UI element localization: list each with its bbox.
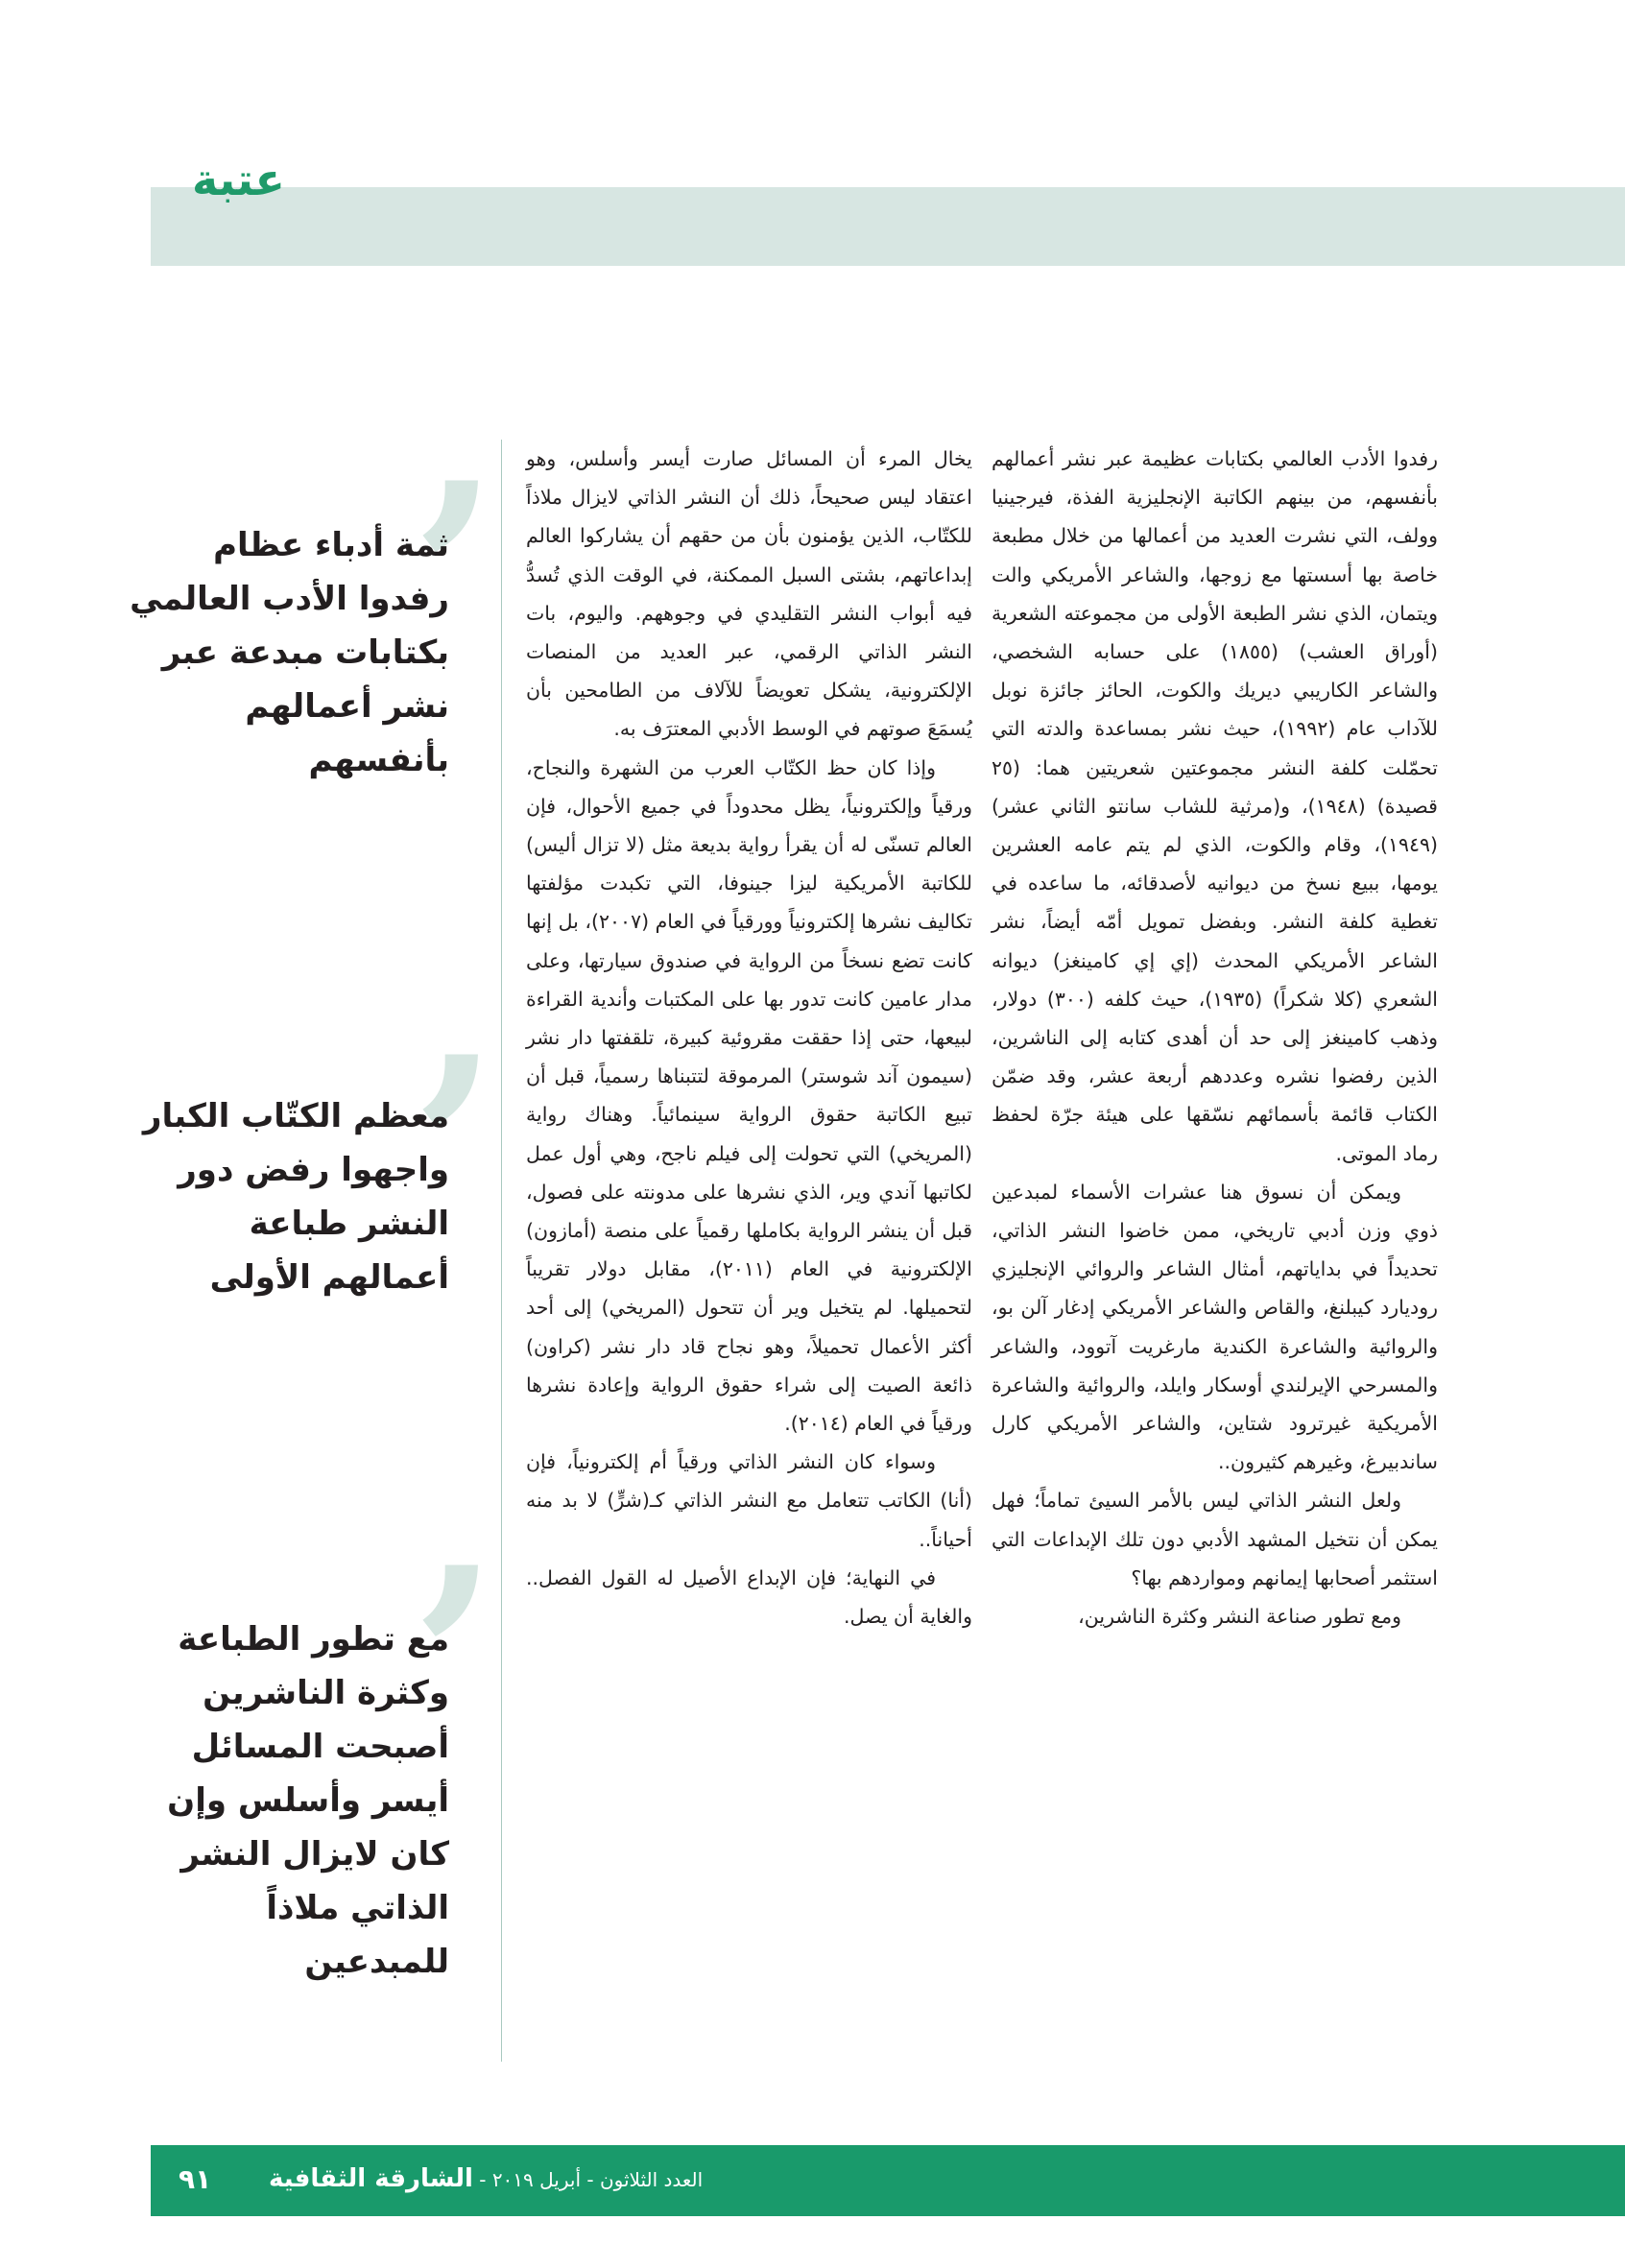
- paragraph: ولعل النشر الذاتي ليس بالأمر السيئ تماماً؛ فهل يمكن أن نتخيل المشهد الأدبي دون تلك الإبداعات التي استثمر أصحابها إيمانهم ومواردهم بها؟: [992, 1489, 1438, 1589]
- article-column-right: [992, 440, 1438, 1635]
- paragraph: ويمكن أن نسوق هنا عشرات الأسماء لمبدعين ذوي وزن أدبي تاريخي، ممن خاضوا النشر الذاتي، تحديداً في بداياتهم، أمثال الشاعر والروائي الإنجليزي روديارد كيبلنغ، والقاص والشاعر الأمريكي إدغار آلن بو، والروائية والشاعرة الكندية مارغريت آتوود، والشاعر والمسرحي الإيرلندي أوسكار وايلد، والروائية والشاعرة الأمريكية غيرترود شتاين، والشاعر الأمريكي كارل ساندبيرغ، وغيرهم كثيرون..: [992, 1180, 1438, 1474]
- magazine-logo: الشارقة الثقافية: [269, 2164, 473, 2193]
- pull-quote-3: مع تطور الطباعة وكثرة الناشرين أصبحت المسائل أيسر وأسلس وإن كان لايزال النشر الذاتي ملاذاً للمبدعين: [167, 1620, 449, 1981]
- article-column-left: [526, 440, 972, 1635]
- header-band: [151, 187, 1625, 266]
- column-divider: [501, 440, 502, 2062]
- quote-mark-1: ’: [411, 429, 498, 722]
- pull-quote-2: معظم الكتّاب الكبار واجهوا رفض دور النشر طباعة أعمالهم الأولى: [142, 1097, 449, 1297]
- pull-quote-1: ثمة أدباء عظام رفدوا الأدب العالمي بكتابات مبدعة عبر نشر أعمالهم بأنفسهم: [130, 526, 449, 779]
- paragraph: وإذا كان حظ الكتّاب العرب من الشهرة والنجاح، ورقياً وإلكترونياً، يظل محدوداً في جميع الأحوال، فإن العالم تسنّى له أن يقرأ رواية بديعة مثل (لا تزال أليس) للكاتبة الأمريكية ليزا جينوفا، التي تكبدت مؤلفتها تكاليف نشرها إلكترونياً وورقياً في العام (٢٠٠٧)، بل إنها كانت تضع نسخاً من الرواية في صندوق سيارتها، وعلى مدار عامين كانت تدور بها على المكتبات وأندية القراءة لبيعها، حتى إذا حققت مقروئية كبيرة، تلقفتها دار نشر (سيمون آند شوستر) المرموقة لتتبناها رسمياً، قبل أن تبيع الكاتبة حقوق الرواية سينمائياً. وهناك رواية (المريخي) التي تحولت إلى فيلم ناجح، وهي أول عمل لكاتبها آندي وير، الذي نشرها على مدونته على فصول، قبل أن ينشر الرواية بكاملها رقمياً على منصة (أمازون) الإلكترونية في العام (٢٠١١)، مقابل دولار تقريباً لتحميلها. لم يتخيل وير أن تتحول (المريخي) إلى أحد أكثر الأعمال تحميلاً، وهو نجاح قاد دار نشر (كراون) ذائعة الصيت إلى شراء حقوق الرواية وإعادة نشرها ورقياً في العام (٢٠١٤).: [526, 755, 972, 1436]
- quote-mark-2: ’: [411, 1003, 498, 1296]
- paragraph: وسواء كان النشر الذاتي ورقياً أم إلكترونياً، فإن (أنا) الكاتب تتعامل مع النشر الذاتي كـ(شرٍّ) لا بد منه أحياناً..: [526, 1450, 972, 1551]
- paragraph: ومع تطور صناعة النشر وكثرة الناشرين،: [1078, 1605, 1401, 1629]
- section-label: عتبة: [192, 154, 285, 205]
- page-number: ٩١: [179, 2163, 212, 2195]
- quote-mark-3: ’: [411, 1514, 498, 1806]
- paragraph: رفدوا الأدب العالمي بكتابات عظيمة عبر نشر أعمالهم بأنفسهم، من بينهم الكاتبة الإنجليزية الفذة، فيرجينيا وولف، التي نشرت العديد من أعمالها من خلال مطبعة خاصة بها أسستها مع زوجها، والشاعر الأمريكي والت ويتمان، الذي نشر الطبعة الأولى من مجموعته الشعرية (أوراق العشب) (١٨٥٥) على حسابه الشخصي، والشاعر الكاريبي ديريك والكوت، الحائز جائزة نوبل للآداب عام (١٩٩٢)، حيث نشر بمساعدة والدته التي تحمّلت كلفة النشر مجموعتين شعريتين هما: (٢٥ قصيدة) (١٩٤٨)، و(مرثية للشاب سانتو الثاني عشر) (١٩٤٩)، وقام والكوت، الذي لم يتم عامه العشرين يومها، ببيع نسخ من ديوانيه لأصدقائه، ما ساعده في تغطية كلفة النشر. وبفضل تمويل أمّه أيضاً، نشر الشاعر الأمريكي المحدث (إي إي كامينغز) ديوانه الشعري (كلا شكراً) (١٩٣٥)، حيث كلفه (٣٠٠) دولار، وذهب كامينغز إلى حد أن أهدى كتابه إلى الناشرين، الذين رفضوا نشره وعددهم أربعة عشر، وقد ضمّن الكتاب قائمة بأسمائهم نسّقها على هيئة جرّة لحفظ رماد الموتى.: [992, 447, 1439, 1165]
- paragraph: يخال المرء أن المسائل صارت أيسر وأسلس، وهو اعتقاد ليس صحيحاً، ذلك أن النشر الذاتي لايزال ملاذاً للكتّاب، الذين يؤمنون بأن من حقهم أن يشاركوا العالم إبداعاتهم، بشتى السبل الممكنة، في الوقت الذي تُسدُّ فيه أبواب النشر التقليدي في وجوههم. واليوم، بات النشر الذاتي الرقمي، عبر العديد من المنصات الإلكترونية، يشكل تعويضاً للآلاف من الطامحين بأن يُسمَعَ صوتهم في الوسط الأدبي المعترَف به.: [526, 447, 972, 741]
- footer-issue-text: العدد الثلاثون - أبريل ٢٠١٩ -: [479, 2168, 704, 2191]
- footer-issue-info: [269, 2164, 703, 2193]
- paragraph: في النهاية؛ فإن الإبداع الأصيل له القول الفصل.. والغاية أن يصل.: [526, 1565, 972, 1629]
